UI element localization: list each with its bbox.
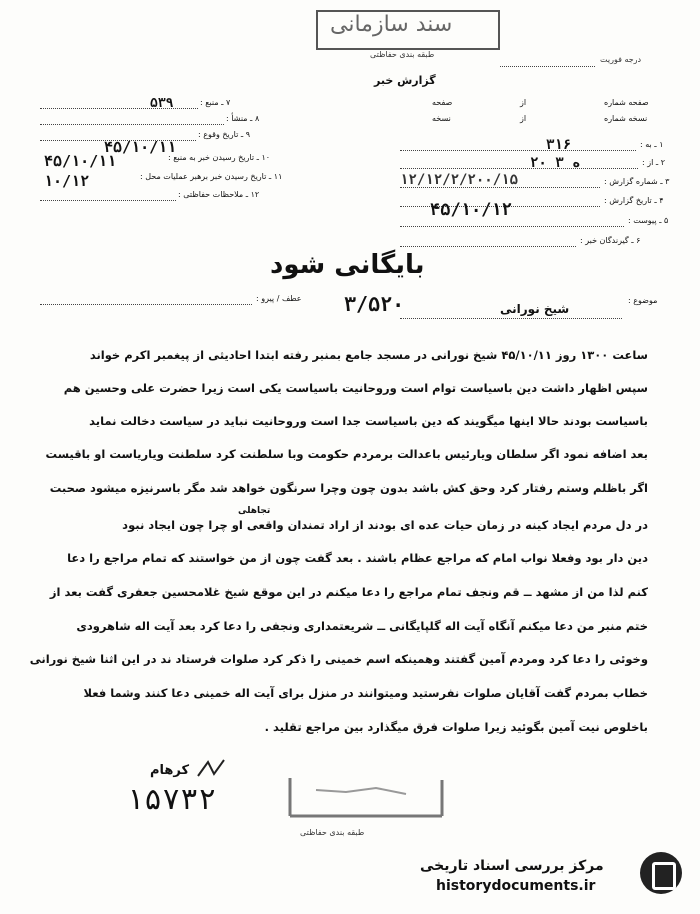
body-line: اگر باظلم وستم رفتار کرد وحق کش باشد بدون چون وچرا سرنگون خواهد شد مگر باسرنیزه میشود صحبت xyxy=(49,481,648,495)
field-security-notes-label: ۱۲ ـ ملاحظات حفاظتی : xyxy=(178,190,260,199)
from-line xyxy=(400,168,638,169)
signature-name: کرهام xyxy=(150,763,190,778)
signature-code: ۱۵۷۳۲ xyxy=(126,782,217,817)
field-received-ops-label: ۱۱ ـ تاریخ رسیدن خبر برهبر عملیات محل : xyxy=(140,172,283,181)
field-source-label: ۷ ـ منبع : xyxy=(200,98,231,107)
priority-line xyxy=(500,66,595,67)
field-occurrence-value: ۴۵/۱۰/۱۱ xyxy=(104,138,177,156)
atf-line xyxy=(40,304,252,305)
field-origin-line xyxy=(40,124,224,125)
attachment-line xyxy=(400,226,624,227)
from-label: ۲ ـ از : xyxy=(642,158,666,167)
priority-label: درجه فوریت xyxy=(600,55,642,64)
page-number-label: صفحه شماره xyxy=(604,98,649,107)
footer-center-name: مرکز بررسی اسناد تاریخی xyxy=(420,858,604,874)
body-line: باخلوص نیت آمین بگوئید زیرا صلوات فرق میگذارد بین مراجع تقلید . xyxy=(264,720,648,734)
recipients-line xyxy=(400,246,576,247)
archive-number: ۳/۵۲۰ xyxy=(344,292,405,316)
body-line: خطاب بمردم گفت آقایان صلوات نفرستید ومیتوانند در منزل برای آیت اله خمینی دعا کنند وشما فعلا xyxy=(83,686,648,700)
page-number-mid: از xyxy=(520,98,527,107)
field-received-ops-value: ۱۰/۱۲ xyxy=(44,172,90,190)
report-number-value: ۱۲/۱۲/۲/۲۰۰/۱۵ xyxy=(400,172,519,188)
field-security-notes-line xyxy=(40,200,176,201)
interline-note: تجاهلی xyxy=(238,506,271,516)
archive-logo-icon xyxy=(640,852,682,894)
subject-line xyxy=(400,318,622,319)
field-source-line xyxy=(40,108,198,109)
field-received-source-label: ۱۰ ـ تاریخ رسیدن خبر به منبع : xyxy=(168,153,271,162)
body-line: وخوئی را دعا کرد ومردم آمین گفتند وهمینکه اسم خمینی را ذکر کرد صلوات فرستاد ند در این اثنا شیخ نورانی xyxy=(29,652,648,666)
classification-top: طبقه بندی حفاظتی xyxy=(370,50,435,59)
body-line: در دل مردم ایجاد کینه در زمان حیات عده ای بودند از اراد تمندان واقعی او چرا چون ایجاد نبود xyxy=(122,518,648,532)
field-received-source-value: ۴۵/۱۰/۱۱ xyxy=(44,152,117,170)
body-line: کنم لذا من از مشهد ــ قم ونجف تمام مراجع را دعا میکنم در این موقع شیخ غلامحسین جعفری گفت بعد از xyxy=(49,585,648,599)
page-number-end: صفحه xyxy=(432,98,453,107)
attachment-label: ۵ ـ پیوست : xyxy=(628,216,669,225)
report-number-label: ۳ ـ شماره گزارش : xyxy=(604,177,670,186)
body-line: دین دار بود وفعلا نواب امام که مراجع عظام باشند . بعد گفت چون از من خواستند که تمام مراجع را دعا xyxy=(67,551,648,565)
subject-label: موضوع : xyxy=(628,296,658,305)
copy-number-mid: از xyxy=(520,114,527,123)
from-value: ۲۰ ه ۳ xyxy=(530,155,581,171)
subject-value: شیخ نورانی xyxy=(500,302,570,316)
signature-box-stroke xyxy=(286,770,446,820)
recipients-label: ۶ ـ گیرندگان خبر : xyxy=(580,236,641,245)
field-occurrence-label: ۹ ـ تاریخ وقوع : xyxy=(198,130,251,139)
archive-stamp: بایگانی شود xyxy=(270,250,425,280)
report-date-value: ۴۵/۱۰/۱۲ xyxy=(430,200,512,220)
body-line: بعد اضافه نمود اگر سلطان ویارئیس باعدالت برمردم حکومت وبا سلطنت کرد سلطنت ویاریاست او باقیست xyxy=(45,447,648,461)
report-date-label: ۴ ـ تاریخ گزارش : xyxy=(604,196,664,205)
body-line: ساعت ۱۳۰۰ روز ۴۵/۱۰/۱۱ شیخ نورانی در مسجد جامع بمنبر رفته ابتدا احادیثی از پیغمبر اکرم خواند xyxy=(89,348,648,362)
signature-scribble xyxy=(196,758,226,780)
copy-number-end: نسخه xyxy=(432,114,451,123)
body-line: سپس اظهار داشت دین باسیاست توام است وروحانیت باسیاست یکی است زیرا حضرت علی وحسین هم xyxy=(63,381,648,395)
field-origin-label: ۸ ـ منشأ : xyxy=(226,114,260,123)
field-source-value: ۵۳۹ xyxy=(150,96,174,111)
atf-label: عطف / پیرو : xyxy=(256,294,302,303)
body-line: ختم منبر من دعا میکنم آنگاه آیت اله گلپایگانی ــ شریعتمداری ونجفی را دعا کرد بعد آیت اله شاهرودی xyxy=(76,619,648,633)
to-label: ۱ ـ به : xyxy=(640,140,664,149)
copy-number-label: نسخه شماره xyxy=(604,114,648,123)
body-line: باسیاست بودند حالا اینها میگویند که دین باسیاست جدا است وروحانیت نباید در سیاست دخالت نماید xyxy=(89,414,648,428)
to-value: ۳۱۶ xyxy=(546,137,572,153)
classification-bottom: طبقه بندی حفاظتی xyxy=(300,828,365,837)
report-title: گزارش خبر xyxy=(374,74,436,87)
top-stamp: سند سازمانی xyxy=(330,12,453,37)
to-line xyxy=(400,150,636,151)
footer-website: historydocuments.ir xyxy=(436,878,596,894)
